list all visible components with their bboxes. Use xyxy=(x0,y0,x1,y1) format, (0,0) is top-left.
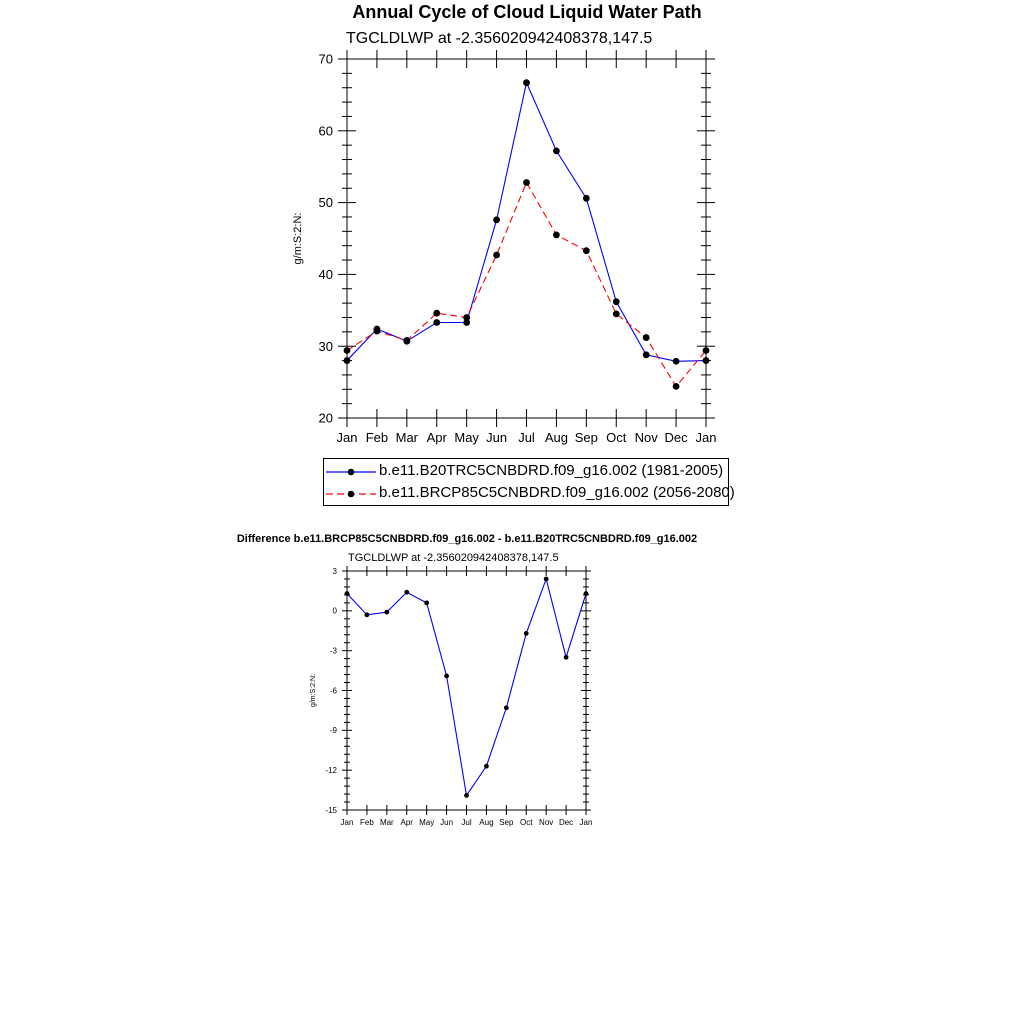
x-tick-label: Jul xyxy=(518,430,535,445)
x-tick-label: Apr xyxy=(400,818,413,827)
x-tick-label: Oct xyxy=(520,818,533,827)
x-tick-label: Oct xyxy=(606,430,627,445)
y-tick-label: -3 xyxy=(329,646,337,656)
data-point-s1 xyxy=(493,216,500,223)
data-point-s2 xyxy=(403,337,410,344)
series-line-1 xyxy=(347,579,586,795)
data-point-s1 xyxy=(544,577,549,582)
legend-symbol-1 xyxy=(324,461,380,483)
chart-2 xyxy=(310,566,592,827)
data-point-s1 xyxy=(404,590,409,595)
data-point-s1 xyxy=(703,357,710,364)
data-point-s1 xyxy=(643,351,650,358)
data-point-s2 xyxy=(613,310,620,317)
data-point-s1 xyxy=(344,357,351,364)
main-chart-title: Annual Cycle of Cloud Liquid Water Path xyxy=(352,2,702,22)
x-tick-label: Apr xyxy=(426,430,447,445)
x-tick-label: May xyxy=(454,430,479,445)
legend-label-1: b.e11.B20TRC5CNBDRD.f09_g16.002 (1981-2005) xyxy=(379,462,724,479)
y-tick-label: 30 xyxy=(318,338,333,354)
x-tick-label: May xyxy=(419,818,435,827)
x-tick-label: Jun xyxy=(440,818,454,827)
data-point-s2 xyxy=(583,247,590,254)
plot-frame xyxy=(347,571,586,810)
y-tick-label: -6 xyxy=(329,686,337,696)
y-axis-label: g/m:S:2:N: xyxy=(310,673,317,708)
x-tick-label: Jan xyxy=(579,818,593,827)
y-tick-label: 0 xyxy=(332,606,337,616)
diff-chart-title: Difference b.e11.BRCP85C5CNBDRD.f09_g16.002 - b.e11.B20TRC5CNBDRD.f09_g16.002 xyxy=(236,533,698,545)
y-tick-label: 50 xyxy=(318,195,333,211)
data-point-s1 xyxy=(524,631,529,636)
diff-chart-subtitle: TGCLDLWP at -2.356020942408378,147.5 xyxy=(348,552,559,564)
series-line-1 xyxy=(347,83,706,362)
data-point-s1 xyxy=(444,673,449,678)
legend-symbol-2 xyxy=(324,483,380,505)
data-point-s1 xyxy=(523,79,530,86)
x-tick-label: Sep xyxy=(574,430,598,445)
x-tick-label: Nov xyxy=(634,430,658,445)
x-tick-label: Jan xyxy=(695,430,717,445)
x-tick-label: Mar xyxy=(379,818,394,827)
data-point-s1 xyxy=(384,610,389,615)
data-point-s2 xyxy=(523,179,530,186)
y-tick-label: 60 xyxy=(318,123,333,139)
data-point-s1 xyxy=(583,195,590,202)
data-point-s2 xyxy=(643,334,650,341)
chart-1 xyxy=(292,50,716,445)
data-point-s2 xyxy=(673,383,680,390)
data-point-s1 xyxy=(433,319,440,326)
y-tick-label: 70 xyxy=(318,51,333,67)
data-point-s1 xyxy=(673,358,680,365)
data-point-s1 xyxy=(504,705,509,710)
data-point-s1 xyxy=(484,764,489,769)
data-point-s2 xyxy=(553,232,560,239)
x-tick-label: Aug xyxy=(544,430,568,445)
data-point-s1 xyxy=(613,298,620,305)
data-point-s2 xyxy=(463,314,470,321)
x-tick-label: Dec xyxy=(558,818,574,827)
x-tick-label: Jul xyxy=(461,818,472,827)
data-point-s1 xyxy=(424,600,429,605)
data-point-s1 xyxy=(365,612,370,617)
y-axis-label: g/m:S:2:N: xyxy=(292,212,304,265)
legend-entry-2 xyxy=(324,483,735,505)
x-tick-label: Sep xyxy=(499,818,514,827)
x-tick-label: Nov xyxy=(539,818,554,827)
x-tick-label: Mar xyxy=(395,430,419,445)
data-point-s2 xyxy=(703,347,710,354)
data-point-s1 xyxy=(345,591,350,596)
legend-entry-1 xyxy=(324,461,728,483)
data-point-s2 xyxy=(344,347,351,354)
legend xyxy=(323,458,735,506)
x-tick-label: Aug xyxy=(479,818,494,827)
x-tick-label: Feb xyxy=(360,818,374,827)
plot-frame xyxy=(347,59,706,418)
y-tick-label: -15 xyxy=(325,805,337,815)
x-tick-label: Jan xyxy=(336,430,358,445)
data-point-s1 xyxy=(553,148,560,155)
data-point-s2 xyxy=(493,252,500,259)
data-point-s1 xyxy=(564,655,569,660)
data-point-s1 xyxy=(464,793,469,798)
data-point-s2 xyxy=(433,310,440,317)
data-point-s1 xyxy=(584,591,589,596)
legend-label-2: b.e11.BRCP85C5CNBDRD.f09_g16.002 (2056-2080) xyxy=(379,484,735,501)
y-tick-label: 20 xyxy=(318,410,333,426)
y-tick-label: -12 xyxy=(325,765,337,775)
x-tick-label: Feb xyxy=(365,430,389,445)
x-tick-label: Dec xyxy=(664,430,688,445)
main-chart-subtitle: TGCLDLWP at -2.356020942408378,147.5 xyxy=(346,30,653,47)
y-tick-label: -9 xyxy=(329,726,337,736)
y-tick-label: 40 xyxy=(318,266,333,282)
x-tick-label: Jan xyxy=(340,818,354,827)
x-tick-label: Jun xyxy=(486,430,508,445)
data-point-s2 xyxy=(374,328,381,335)
y-tick-label: 3 xyxy=(332,566,337,576)
